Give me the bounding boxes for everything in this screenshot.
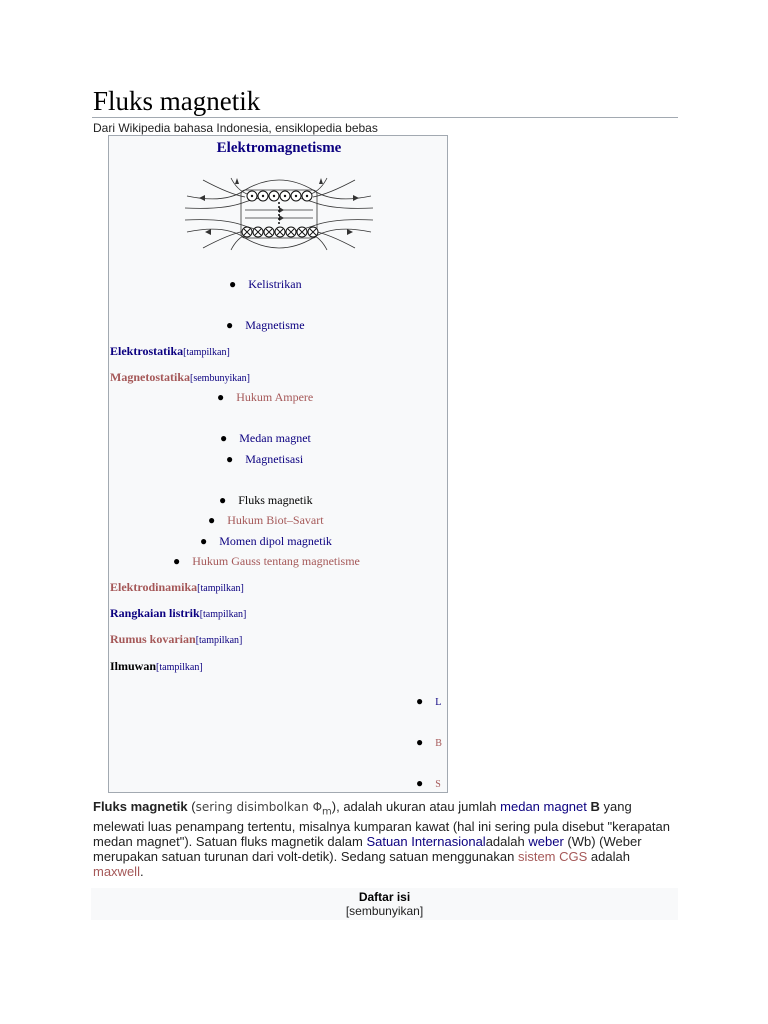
- list-item: [226, 318, 305, 333]
- list-item: [219, 493, 313, 508]
- toggle-button[interactable]: [tampilkan]: [156, 662, 203, 673]
- bullet-icon: ●: [226, 452, 234, 466]
- text-run: (Wb) (Weber merupakan satuan turunan dari volt-detik). Sedang satuan menggunakan: [93, 834, 642, 865]
- text-run: yang melewati luas penampang tertentu, misalnya kumparan kawat (hal ini sering pula disebut "kerapatan medan magnet"). Satuan fluks magnetik dalam: [93, 799, 670, 850]
- section-elektrostatika: [110, 344, 230, 359]
- list-item: [208, 513, 324, 528]
- navbox-item: [416, 776, 441, 791]
- list-item: [173, 554, 360, 569]
- intro-paragraph: [93, 799, 678, 879]
- link-magnetisme[interactable]: Magnetisme: [245, 318, 305, 332]
- current-page-item: Fluks magnetik: [238, 493, 313, 507]
- title-divider: [92, 117, 678, 118]
- list-item: [220, 431, 311, 446]
- section-title[interactable]: Rangkaian listrik: [110, 606, 200, 620]
- term-bold: Fluks magnetik: [93, 799, 188, 814]
- section-title[interactable]: Elektrodinamika: [110, 580, 198, 594]
- toggle-button[interactable]: [tampilkan]: [199, 609, 247, 620]
- section-title[interactable]: Rumus kovarian: [110, 632, 196, 646]
- bullet-icon: ●: [416, 735, 424, 749]
- text-run: adalah: [587, 849, 630, 865]
- link-maxwell[interactable]: maxwell: [93, 864, 140, 880]
- section-rumus-kovarian: [110, 632, 242, 647]
- text-run: adalah: [485, 834, 529, 850]
- link-weber[interactable]: weber: [528, 834, 564, 850]
- toggle-button[interactable]: [tampilkan]: [197, 583, 244, 594]
- bullet-icon: ●: [208, 513, 216, 527]
- bullet-icon: ●: [229, 277, 237, 291]
- bullet-icon: ●: [226, 318, 234, 332]
- link-hukum-biot-savart[interactable]: Hukum Biot–Savart: [227, 513, 324, 527]
- page-subtitle: Dari Wikipedia bahasa Indonesia, ensiklopedia bebas: [93, 121, 378, 135]
- section-magnetostatika: [110, 370, 250, 385]
- section-ilmuwan: [110, 659, 203, 674]
- list-item: [200, 534, 332, 549]
- section-title: Ilmuwan: [110, 659, 157, 673]
- navbox-item: [416, 694, 441, 709]
- section-title[interactable]: Magnetostatika: [110, 370, 190, 384]
- navbox-item: [416, 735, 442, 750]
- bullet-icon: ●: [220, 431, 228, 445]
- bullet-icon: ●: [217, 390, 225, 404]
- link-sistem-cgs[interactable]: sistem CGS: [517, 849, 588, 865]
- section-elektrodinamika: [110, 580, 244, 595]
- symbol-label: sering disimbolkan Φ: [195, 800, 323, 814]
- link-kelistrikan[interactable]: Kelistrikan: [248, 277, 302, 291]
- bullet-icon: ●: [416, 776, 424, 790]
- symbol-text: [195, 800, 332, 818]
- navbox-link-bicara[interactable]: B: [435, 738, 442, 749]
- navbox-link-lihat[interactable]: L: [435, 697, 442, 708]
- link-medan-magnet-inline[interactable]: medan magnet: [500, 799, 587, 814]
- section-title[interactable]: Elektrostatika: [110, 344, 184, 358]
- link-satuan-internasional[interactable]: Satuan Internasional: [366, 834, 486, 850]
- toc-title: Daftar isi: [358, 890, 411, 904]
- page-title: Fluks magnetik: [93, 86, 261, 116]
- bullet-icon: ●: [200, 534, 208, 548]
- list-item: [229, 277, 302, 292]
- toggle-button[interactable]: [tampilkan]: [195, 635, 243, 646]
- toggle-button[interactable]: [tampilkan]: [183, 347, 230, 358]
- table-of-contents: [91, 888, 678, 920]
- list-item: [217, 390, 313, 405]
- infobox-title[interactable]: Elektromagnetisme: [216, 140, 342, 156]
- text-run: (: [187, 799, 196, 814]
- link-magnetisasi[interactable]: Magnetisasi: [245, 452, 304, 466]
- link-momen-dipol-magnetik[interactable]: Momen dipol magnetik: [219, 534, 332, 548]
- symbol-subscript: m: [322, 806, 332, 818]
- link-hukum-ampere[interactable]: Hukum Ampere: [236, 390, 314, 404]
- bullet-icon: ●: [416, 694, 424, 708]
- toc-toggle-button[interactable]: [sembunyikan]: [345, 904, 424, 918]
- symbol-b: B: [590, 799, 600, 814]
- solenoid-magnetic-field-diagram-icon: [185, 176, 373, 252]
- bullet-icon: ●: [173, 554, 181, 568]
- link-medan-magnet[interactable]: Medan magnet: [239, 431, 311, 445]
- text-run: .: [139, 864, 144, 880]
- link-hukum-gauss-magnetisme[interactable]: Hukum Gauss tentang magnetisme: [192, 554, 360, 568]
- list-item: [226, 452, 303, 467]
- navbox-link-sunting[interactable]: S: [435, 779, 441, 790]
- toggle-button[interactable]: [sembunyikan]: [190, 373, 250, 384]
- section-rangkaian-listrik: [110, 606, 246, 621]
- text-run: ), adalah ukuran atau jumlah: [331, 799, 501, 814]
- bullet-icon: ●: [219, 493, 227, 507]
